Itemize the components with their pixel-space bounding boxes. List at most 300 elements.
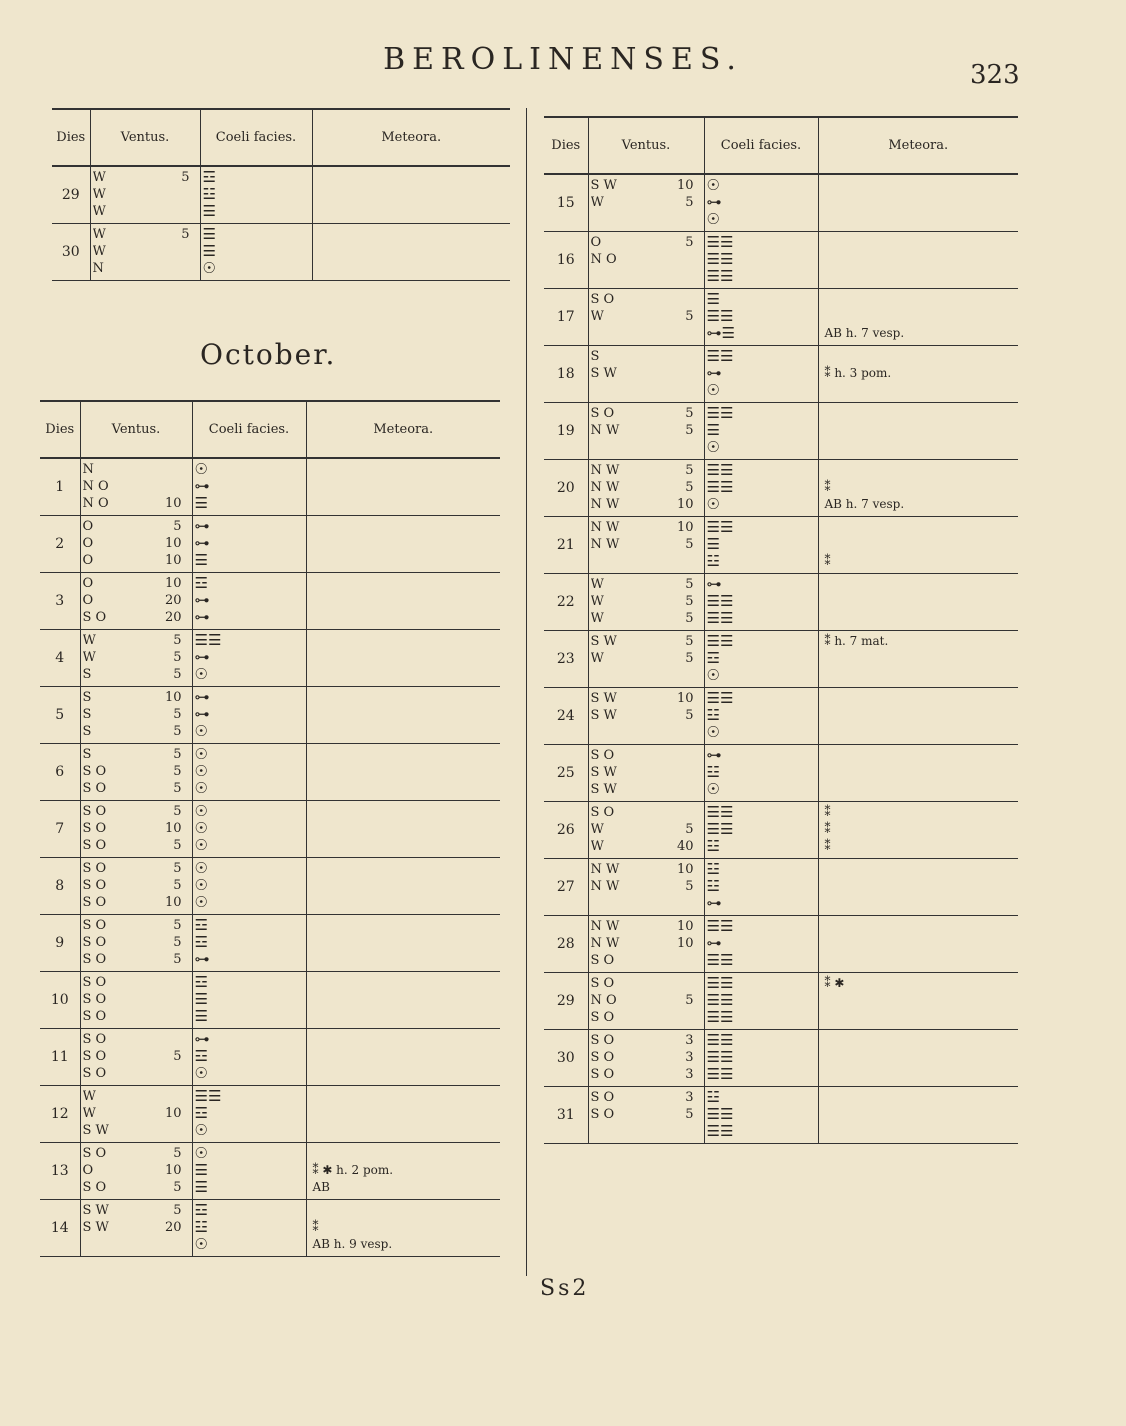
meteora-note: [821, 439, 1017, 456]
wind-force: 5: [173, 764, 182, 779]
day-cell: 22: [544, 573, 588, 630]
sky-symbol: ☰: [202, 203, 216, 221]
ventus-cell: [80, 686, 192, 743]
meteora-note: [315, 226, 509, 243]
wind-direction: S O: [590, 1067, 615, 1082]
meteora-note: [821, 707, 1017, 724]
ventus-cell: [588, 1086, 704, 1143]
sky-symbol: ⊶: [706, 365, 722, 382]
meteora-note: [309, 689, 499, 706]
sky-symbol: ☉: [194, 666, 208, 683]
table-row: [544, 345, 1018, 402]
sky-symbol: ☲: [202, 169, 216, 187]
meteora-cell: [818, 687, 1018, 744]
day-cell: 7: [40, 800, 80, 857]
wind-direction: W: [590, 839, 604, 854]
wind-force: 5: [173, 1146, 182, 1161]
wind-force: 5: [685, 651, 694, 666]
wind-direction: S W: [82, 1220, 109, 1235]
wind-direction: S O: [82, 804, 107, 819]
day-cell: 1: [40, 458, 80, 515]
ventus-cell: [80, 800, 192, 857]
wind-force: 5: [685, 993, 694, 1008]
meteora-cell: [306, 743, 500, 800]
day-cell: 23: [544, 630, 588, 687]
table-row: [40, 572, 500, 629]
running-header: BEROLINENSES.: [383, 42, 743, 77]
meteora-cell: [818, 801, 1018, 858]
col-ventus: Ventus.: [588, 117, 704, 174]
sky-cell: [192, 686, 306, 743]
sky-symbol: ☳: [194, 1219, 208, 1236]
wind-direction: S W: [82, 1123, 109, 1138]
ventus-cell: [90, 223, 200, 280]
wind-direction: S W: [590, 782, 617, 797]
ventus-cell: [80, 1142, 192, 1199]
meteora-cell: [306, 686, 500, 743]
sky-cell: [192, 914, 306, 971]
sky-symbol: ☉: [194, 803, 208, 820]
meteora-note: [309, 877, 499, 894]
meteora-note: [309, 535, 499, 552]
meteora-cell: [818, 402, 1018, 459]
col-coeli: Coeli facies.: [192, 401, 306, 458]
page-number: 323: [970, 60, 1020, 90]
meteora-note: [821, 781, 1017, 798]
wind-force: 3: [685, 1050, 694, 1065]
wind-direction: W: [92, 204, 106, 220]
sky-cell: [704, 687, 818, 744]
wind-direction: S O: [590, 748, 615, 763]
wind-direction: O: [590, 235, 602, 250]
sky-cell: [704, 459, 818, 516]
col-dies: Dies: [40, 401, 80, 458]
wind-force: 5: [173, 781, 182, 796]
sky-symbol: ☰☰: [706, 519, 734, 536]
wind-direction: S O: [82, 861, 107, 876]
meteora-cell: [818, 231, 1018, 288]
day-cell: 29: [52, 166, 90, 223]
wind-direction: S O: [82, 1066, 107, 1081]
meteora-cell: [312, 223, 510, 280]
meteora-note: [309, 1008, 499, 1025]
wind-force: 10: [164, 536, 182, 551]
meteora-note: [821, 724, 1017, 741]
wind-direction: W: [590, 594, 604, 609]
wind-direction: S O: [590, 1050, 615, 1065]
sky-cell: [704, 1086, 818, 1143]
meteora-note: [309, 860, 499, 877]
sky-symbol: ☉: [194, 1122, 208, 1139]
sky-cell: [704, 516, 818, 573]
wind-force: 10: [164, 576, 182, 591]
sky-cell: [192, 1199, 306, 1256]
meteora-note: [821, 1009, 1017, 1026]
wind-direction: S O: [590, 1107, 615, 1122]
sky-symbol: ☉: [194, 461, 208, 479]
wind-direction: N W: [590, 537, 620, 552]
wind-force: 10: [676, 520, 694, 535]
sky-symbol: ☰☰: [706, 348, 734, 365]
wind-force: 10: [676, 497, 694, 512]
sky-symbol: ☳: [706, 553, 720, 570]
meteora-note: ⁑ h. 7 mat.: [824, 634, 889, 648]
sky-symbol: ⊶☰: [706, 325, 735, 342]
table-row: [40, 743, 500, 800]
sky-symbol: ☉: [194, 746, 208, 763]
wind-direction: W: [82, 633, 96, 648]
wind-force: 5: [685, 406, 694, 421]
sky-symbol: ☰☰: [706, 1049, 734, 1066]
table-row: [544, 630, 1018, 687]
meteora-cell: [306, 914, 500, 971]
sky-symbol: ☰☰: [194, 632, 222, 649]
sky-symbol: ☰☰: [706, 251, 734, 268]
table-row: [544, 174, 1018, 231]
sky-symbol: ⊶: [706, 576, 722, 593]
wind-direction: S O: [82, 1032, 107, 1047]
meteora-note: ⁑: [824, 480, 831, 494]
day-cell: 3: [40, 572, 80, 629]
sky-symbol: ☰: [194, 552, 208, 569]
meteora-cell: [818, 915, 1018, 972]
sky-symbol: ☳: [706, 861, 720, 878]
meteora-note: AB h. 7 vesp.: [824, 497, 905, 511]
wind-direction: W: [92, 227, 106, 242]
meteora-note: [821, 650, 1017, 667]
ventus-cell: [588, 288, 704, 345]
sky-symbol: ☉: [706, 382, 720, 399]
table-row: [40, 1199, 500, 1256]
ventus-cell: [588, 744, 704, 801]
meteora-note: [309, 632, 499, 649]
wind-force: 10: [676, 178, 694, 194]
day-cell: 10: [40, 971, 80, 1028]
day-cell: 25: [544, 744, 588, 801]
ventus-cell: [80, 1199, 192, 1256]
meteora-note: [821, 576, 1017, 593]
wind-direction: S W: [590, 691, 617, 706]
wind-direction: O: [82, 576, 94, 591]
sky-cell: [192, 800, 306, 857]
table-row: [544, 288, 1018, 345]
sky-symbol: ⊶: [706, 194, 722, 212]
table-row: [40, 1142, 500, 1199]
meteora-note: [821, 1089, 1017, 1106]
sky-symbol: ☉: [194, 820, 208, 837]
ventus-cell: [588, 345, 704, 402]
meteora-note: AB h. 7 vesp.: [824, 326, 905, 340]
sky-symbol: ⊶: [706, 895, 722, 912]
wind-direction: N O: [590, 252, 617, 267]
wind-force: 5: [173, 724, 182, 739]
sky-symbol: ☉: [194, 860, 208, 877]
sky-cell: [704, 972, 818, 1029]
meteora-note: [821, 1123, 1017, 1140]
wind-direction: S W: [590, 765, 617, 780]
day-cell: 16: [544, 231, 588, 288]
day-cell: 5: [40, 686, 80, 743]
wind-force: 10: [164, 553, 182, 568]
meteora-cell: [818, 1086, 1018, 1143]
meteora-note: [821, 610, 1017, 627]
wind-direction: N: [92, 261, 104, 276]
sky-cell: [192, 1028, 306, 1085]
meteora-note: ⁑: [824, 822, 831, 836]
wind-direction: S O: [590, 1090, 615, 1105]
wind-force: 5: [173, 935, 182, 950]
wind-force: 10: [676, 936, 694, 951]
sky-symbol: ☉: [706, 211, 720, 229]
table-row: [544, 972, 1018, 1029]
sky-symbol: ☰☰: [706, 479, 734, 496]
wind-direction: W: [590, 651, 604, 666]
sky-cell: [704, 858, 818, 915]
meteora-note: [309, 974, 499, 991]
meteora-cell: [306, 1199, 500, 1256]
wind-direction: S O: [82, 764, 107, 779]
sky-symbol: ☉: [194, 763, 208, 780]
ventus-cell: [588, 516, 704, 573]
meteora-note: ⁑: [824, 805, 831, 819]
meteora-note: [821, 861, 1017, 878]
col-coeli: Coeli facies.: [200, 109, 312, 166]
meteora-note: [309, 934, 499, 951]
meteora-note: [821, 878, 1017, 895]
wind-direction: O: [82, 1163, 94, 1178]
wind-direction: N W: [590, 936, 620, 951]
table-row: [544, 687, 1018, 744]
sky-symbol: ☉: [194, 723, 208, 740]
meteora-cell: [818, 858, 1018, 915]
wind-force: 5: [685, 463, 694, 478]
meteora-note: [309, 552, 499, 569]
table-row: [40, 458, 500, 515]
meteora-note: [821, 992, 1017, 1009]
wind-force: 5: [173, 650, 182, 665]
meteora-note: [821, 422, 1017, 439]
ventus-cell: [588, 459, 704, 516]
meteora-note: [309, 592, 499, 609]
day-cell: 4: [40, 629, 80, 686]
sky-symbol: ⊶: [706, 935, 722, 952]
wind-force: 5: [685, 309, 694, 324]
day-cell: 28: [544, 915, 588, 972]
sky-symbol: ⊶: [194, 689, 210, 706]
table-row: [40, 800, 500, 857]
wind-direction: S O: [590, 976, 615, 991]
signature-mark: Ss2: [540, 1276, 590, 1301]
table-row: [544, 459, 1018, 516]
wind-force: 5: [173, 667, 182, 682]
table-row: [544, 402, 1018, 459]
wind-direction: S O: [590, 292, 615, 307]
ventus-cell: [80, 1028, 192, 1085]
wind-direction: S: [590, 349, 600, 364]
wind-direction: S O: [590, 805, 615, 820]
sky-symbol: ☰: [706, 536, 720, 553]
wind-direction: S O: [82, 781, 107, 796]
sky-symbol: ☉: [706, 781, 720, 798]
wind-direction: S W: [590, 634, 617, 649]
sky-symbol: ☰: [202, 243, 216, 260]
sky-symbol: ☰☰: [706, 804, 734, 821]
wind-direction: S: [82, 724, 92, 739]
meteora-note: [309, 780, 499, 797]
col-meteora: Meteora.: [312, 109, 510, 166]
wind-direction: S: [82, 667, 92, 682]
meteora-note: [821, 405, 1017, 422]
wind-direction: W: [92, 170, 106, 186]
meteora-note: [315, 169, 509, 186]
meteora-note: [821, 690, 1017, 707]
sky-cell: [192, 857, 306, 914]
table-row: [544, 1029, 1018, 1086]
sky-cell: [192, 458, 306, 515]
sky-symbol: ☉: [202, 260, 216, 277]
wind-direction: S O: [590, 953, 615, 968]
meteora-note: [309, 1122, 499, 1139]
sky-symbol: ⊶: [194, 592, 210, 609]
meteora-cell: [818, 345, 1018, 402]
sky-cell: [192, 572, 306, 629]
wind-force: 5: [685, 235, 694, 250]
sky-symbol: ☲: [194, 917, 208, 934]
sky-cell: [704, 1029, 818, 1086]
sky-symbol: ⊶: [706, 747, 722, 764]
wind-direction: O: [82, 553, 94, 568]
wind-direction: S O: [82, 918, 107, 933]
wind-force: 10: [676, 919, 694, 934]
wind-direction: S W: [590, 178, 617, 194]
ventus-cell: [80, 629, 192, 686]
meteora-note: [821, 935, 1017, 952]
meteora-cell: [818, 630, 1018, 687]
meteora-note: [309, 495, 499, 512]
day-cell: 12: [40, 1085, 80, 1142]
table-row: [544, 573, 1018, 630]
day-cell: 19: [544, 402, 588, 459]
sky-symbol: ☰☰: [706, 610, 734, 627]
meteora-cell: [306, 800, 500, 857]
sky-symbol: ☰☰: [706, 690, 734, 707]
meteora-note: [309, 478, 499, 495]
meteora-cell: [306, 458, 500, 515]
meteora-note: [309, 746, 499, 763]
sky-symbol: ☲: [194, 1202, 208, 1219]
wind-force: 10: [164, 1163, 182, 1178]
meteora-note: [821, 211, 1017, 228]
sky-cell: [704, 345, 818, 402]
wind-force: 5: [685, 708, 694, 723]
wind-force: 5: [173, 1180, 182, 1195]
meteora-note: [821, 251, 1017, 268]
table-row: [544, 801, 1018, 858]
sky-symbol: ⊶: [194, 609, 210, 626]
sky-symbol: ☉: [194, 894, 208, 911]
day-cell: 2: [40, 515, 80, 572]
sky-cell: [704, 573, 818, 630]
meteora-cell: [818, 744, 1018, 801]
wind-force: 5: [685, 634, 694, 649]
wind-direction: N W: [590, 862, 620, 877]
wind-direction: W: [82, 1089, 96, 1104]
sky-symbol: ☰☰: [706, 1123, 734, 1140]
table-row: [40, 971, 500, 1028]
sky-symbol: ☰☰: [706, 1066, 734, 1083]
meteora-note: [821, 177, 1017, 194]
wind-direction: O: [82, 519, 94, 534]
day-cell: 29: [544, 972, 588, 1029]
ventus-cell: [588, 915, 704, 972]
sky-symbol: ☰☰: [706, 821, 734, 838]
wind-direction: S W: [590, 708, 617, 723]
meteora-cell: [818, 516, 1018, 573]
wind-direction: S O: [82, 992, 107, 1007]
table-row: [40, 914, 500, 971]
wind-direction: N: [82, 462, 94, 478]
meteora-note: ⁑: [824, 554, 831, 568]
sky-symbol: ☰☰: [706, 1106, 734, 1123]
wind-direction: S O: [82, 610, 107, 625]
wind-direction: N O: [590, 993, 617, 1008]
sky-cell: [192, 971, 306, 1028]
table-row: [40, 1085, 500, 1142]
sky-symbol: ☲: [706, 650, 720, 667]
sky-symbol: ⊶: [194, 1031, 210, 1048]
wind-direction: S: [82, 690, 92, 705]
table-row: [544, 516, 1018, 573]
meteora-note: [821, 952, 1017, 969]
sky-symbol: ☰: [706, 422, 720, 439]
wind-direction: W: [92, 244, 106, 259]
wind-direction: N O: [82, 496, 109, 512]
sky-symbol: ☰☰: [194, 1088, 222, 1105]
ventus-cell: [80, 743, 192, 800]
meteora-note: [821, 593, 1017, 610]
table-row: [544, 1086, 1018, 1143]
meteora-cell: [306, 629, 500, 686]
meteora-note: [309, 575, 499, 592]
meteora-note: [315, 203, 509, 220]
meteora-note: [309, 1065, 499, 1082]
sky-cell: [704, 915, 818, 972]
wind-force: 5: [173, 804, 182, 819]
sky-symbol: ☰: [194, 1008, 208, 1025]
ventus-cell: [80, 458, 192, 515]
sky-symbol: ☉: [194, 837, 208, 854]
meteora-note: [821, 1066, 1017, 1083]
meteora-note: [821, 194, 1017, 211]
day-cell: 27: [544, 858, 588, 915]
sky-symbol: ⊶: [194, 478, 210, 496]
sky-symbol: ☰☰: [706, 234, 734, 251]
meteora-note: ⁑ h. 3 pom.: [824, 366, 892, 380]
meteora-note: [821, 348, 1017, 365]
wind-direction: S W: [590, 366, 617, 381]
sky-symbol: ☉: [706, 177, 720, 195]
sky-symbol: ☲: [194, 934, 208, 951]
meteora-note: [309, 763, 499, 780]
sky-symbol: ☉: [706, 496, 720, 513]
sky-symbol: ☉: [706, 724, 720, 741]
wind-direction: S O: [590, 406, 615, 421]
table-row: [52, 166, 510, 223]
sky-symbol: ☰☰: [706, 462, 734, 479]
ventus-cell: [80, 971, 192, 1028]
col-dies: Dies: [544, 117, 588, 174]
sky-symbol: ☲: [194, 575, 208, 592]
